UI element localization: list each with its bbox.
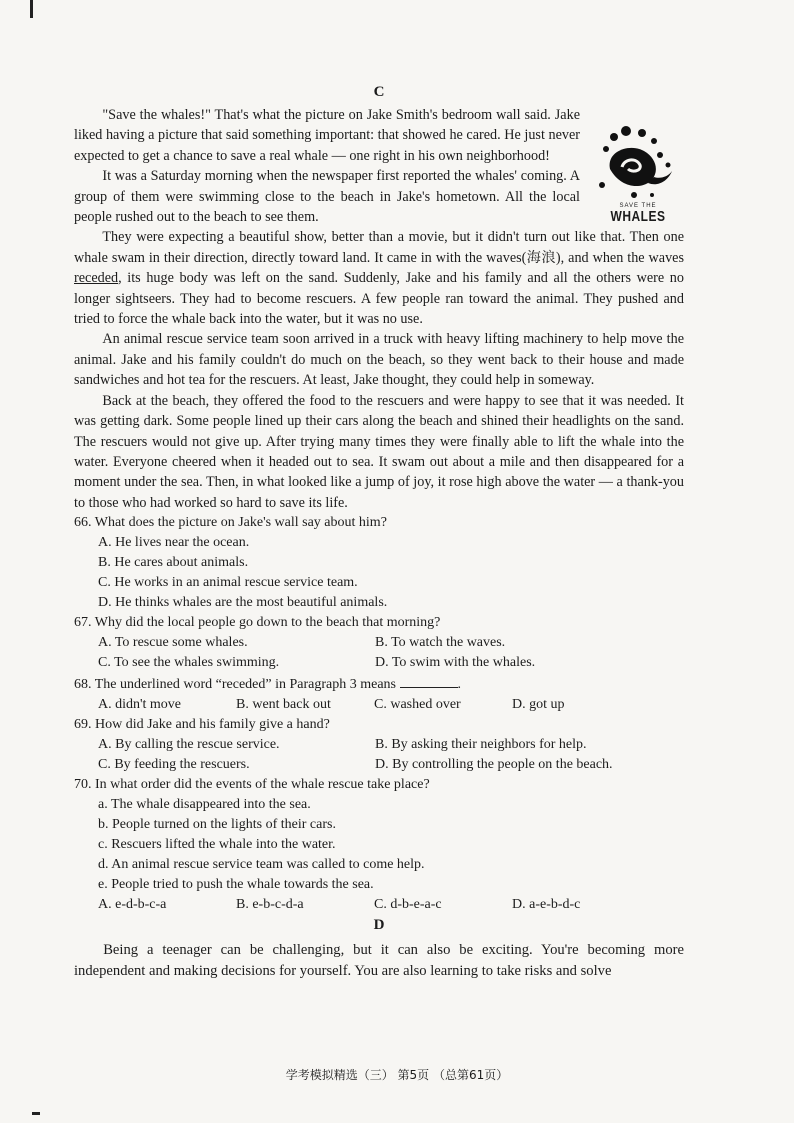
option-b: B. By asking their neighbors for help. (375, 737, 587, 753)
option-d: D. He thinks whales are the most beautiful animals. (98, 595, 388, 611)
event-b: b. People turned on the lights of their cars. (98, 817, 336, 833)
event-e: e. People tried to push the whale towards the sea. (98, 877, 374, 893)
logo-caption-small: SAVE THE (619, 203, 657, 209)
section-heading-c: C (373, 84, 385, 100)
whale-icon (596, 125, 680, 205)
event-d: d. An animal rescue service team was called to come help. (98, 857, 425, 873)
scan-edge-mark (30, 0, 33, 18)
option-d: D. To swim with the whales. (375, 655, 536, 671)
paragraph-5: Back at the beach, they offered the food to the rescuers and were happy to see that it was needed. It was getting dark. Some people lined up their cars along the beach and shined their headlights on the sand. The rescuers would not give up. After trying many times they were finally able to lift the whale into the water. Everyone cheered when it headed out to sea. It swam out about a mile and then disappeared for a moment under the sea. Then, in what looked like a jump of joy, it rose high above the water — a thank-you to those who had worked so hard to save its life. (74, 392, 684, 511)
question-66: 66. What does the picture on Jake's wall say about him? A. He lives near the ocean. B. He cares about animals. C. He works in an animal rescue service team. D. He thinks whales are the most beautiful animals. (74, 513, 684, 613)
option-c: C. d-b-e-a-c (374, 897, 442, 913)
page-footer: 学考模拟精选（三） 第5页 （总第61页） (285, 1068, 509, 1082)
question-68: 68. The underlined word “receded” in Paragraph 3 means . A. didn't move B. went back out C. washed over D. got up (74, 673, 684, 715)
answer-blank (400, 673, 458, 688)
option-c: C. To see the whales swimming. (98, 655, 280, 671)
option-a: A. e-d-b-c-a (98, 897, 167, 913)
scan-edge-mark (32, 1112, 40, 1115)
option-a: A. By calling the rescue service. (98, 737, 280, 753)
option-d: D. By controlling the people on the beach. (375, 757, 613, 773)
option-d: D. got up (512, 697, 565, 713)
option-b: B. went back out (236, 697, 331, 713)
option-b: B. e-b-c-d-a (236, 897, 304, 913)
option-a: A. didn't move (98, 697, 182, 713)
question-69: 69. How did Jake and his family give a hand? A. By calling the rescue service. B. By asking their neighbors for help. C. By feeding the rescuers. D. By controlling the people on the beach. (74, 715, 684, 775)
question-70: 70. In what order did the events of the whale rescue take place? a. The whale disappeared into the sea. b. People turned on the lights of their cars. c. Rescuers lifted the whale into the water. d. An animal rescue service team was called to come help. e. People tried to push the whale towards the sea. A. e-d-b-c-a B. e-b-c-d-a C. d-b-e-a-c D. a-e-b-d-c (74, 775, 684, 915)
option-c: C. washed over (374, 697, 461, 713)
option-a: A. He lives near the ocean. (98, 535, 250, 551)
option-b: B. To watch the waves. (375, 635, 506, 651)
option-d: D. a-e-b-d-c (512, 897, 581, 913)
question-67: 67. Why did the local people go down to the beach that morning? A. To rescue some whales. B. To watch the waves. C. To see the whales swimming. D. To swim with the whales. (74, 613, 684, 673)
save-the-whales-logo (592, 125, 684, 223)
paragraph-2: It was a Saturday morning when the newspaper first reported the whales' coming. A group of them were swimming close to the beach in Jake's hometown. All the local people rushed out to the beach to see them. (74, 168, 580, 226)
section-d-paragraph: Being a teenager can be challenging, but it can also be exciting. You're becoming more independent and making decisions for yourself. You are also learning to take risks and solve (74, 942, 684, 980)
option-c: C. By feeding the rescuers. (98, 757, 250, 773)
paragraph-4: An animal rescue service team soon arrived in a truck with heavy lifting machinery to help move the animal. Jake and his family couldn't do much on the beach, so they went back to their house and made sandwiches and hot tea for the rescuers. At least, Jake thought, they could help in someway. (74, 331, 684, 389)
section-heading-d: D (373, 917, 385, 934)
option-c: C. He works in an animal rescue service team. (98, 575, 358, 591)
paragraph-3: They were expecting a beautiful show, better than a movie, but it didn't turn out like that. Then one whale swam in their direction, directly toward land. It came in with the waves(海浪), and when the waves receded, its huge body was left on the sand. Suddenly, Jake and his family and all the others were no longer sightseers. They had to become rescuers. A few people ran toward the animal. They pushed and tried to force the whale back into the water, but it was no use. (74, 229, 684, 328)
exam-page (74, 84, 684, 982)
option-a: A. To rescue some whales. (98, 635, 248, 651)
option-b: B. He cares about animals. (98, 555, 249, 571)
logo-caption-big: WHALES (610, 207, 666, 225)
underlined-word: receded (74, 270, 119, 287)
intro-with-logo (74, 105, 684, 227)
event-a: a. The whale disappeared into the sea. (98, 797, 311, 813)
event-c: c. Rescuers lifted the whale into the water. (98, 837, 336, 853)
paragraph-1: "Save the whales!" That's what the picture on Jake Smith's bedroom wall said. Jake liked having a picture that said something important: that showed he cared. He just never expected to get a chance to save a real whale — one right in his own neighborhood! (74, 107, 580, 164)
